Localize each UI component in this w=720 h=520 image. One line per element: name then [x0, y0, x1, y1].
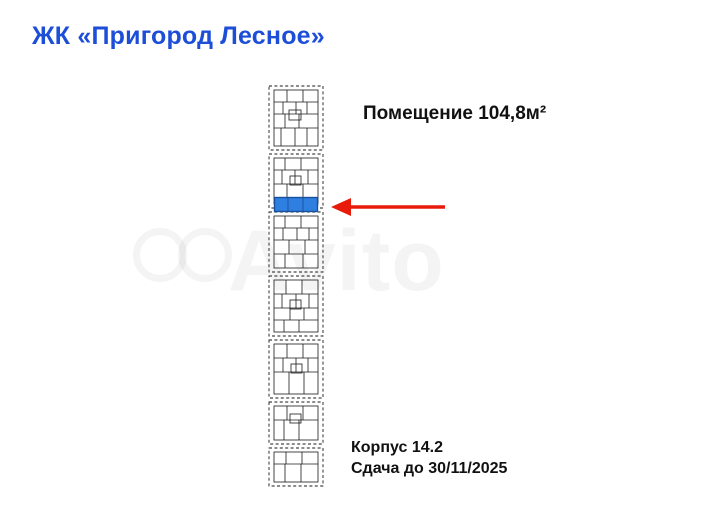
deadline-label: Сдача до 30/11/2025	[351, 460, 508, 477]
watermark-ring-right	[178, 228, 232, 282]
floor-plan	[265, 84, 327, 488]
page-title: ЖК «Пригород Лесное»	[32, 22, 325, 50]
watermark-text	[228, 212, 445, 311]
highlighted-unit	[275, 198, 318, 212]
building-label: Корпус 14.2	[351, 439, 443, 456]
watermark-ring-left	[133, 228, 187, 282]
info-block	[351, 437, 507, 479]
pointer-arrow	[327, 196, 447, 218]
area-label: Помещение 104,8м²	[363, 103, 547, 124]
